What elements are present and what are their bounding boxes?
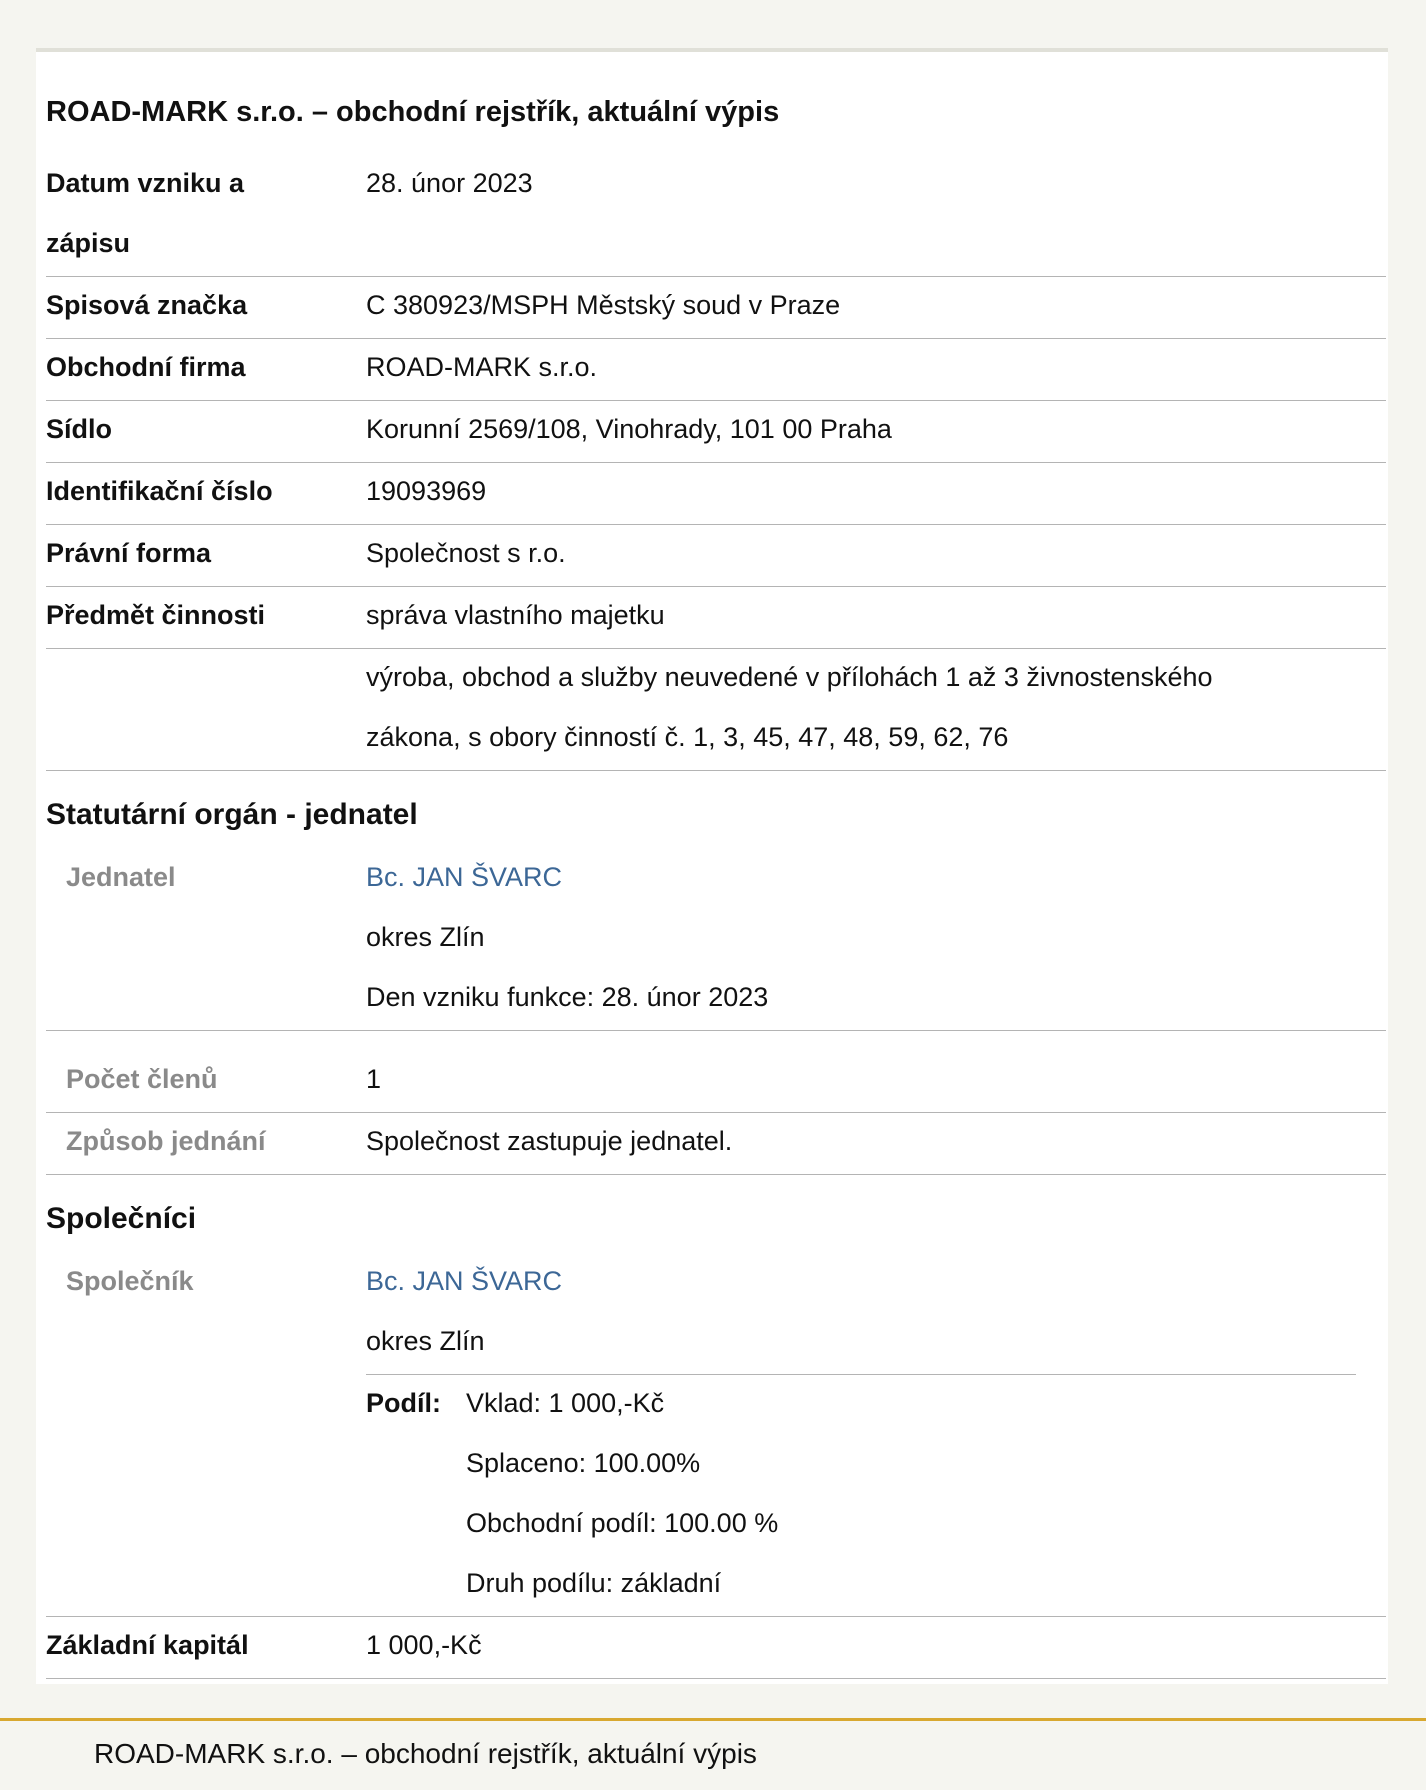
predmet-label: Předmět činnosti (46, 600, 266, 630)
podil-vklad: Vklad: 1 000,-Kč (466, 1388, 665, 1418)
ico-value: 19093969 (366, 476, 487, 506)
spisova-label: Spisová značka (46, 290, 248, 320)
divider (46, 462, 1386, 463)
spolecnik-name-link[interactable]: Bc. JAN ŠVARC (366, 1266, 563, 1296)
divider (46, 338, 1386, 339)
datum-value: 28. únor 2023 (366, 168, 533, 198)
firma-value: ROAD-MARK s.r.o. (366, 352, 598, 382)
spolecnici-heading: Společníci (46, 1202, 197, 1235)
kapital-label: Základní kapitál (46, 1630, 249, 1660)
divider (46, 524, 1386, 525)
datum-label-1: Datum vzniku a (46, 168, 245, 198)
pocet-clenu-label: Počet členů (66, 1064, 218, 1094)
zpusob-jednani-value: Společnost zastupuje jednatel. (366, 1126, 733, 1156)
divider (366, 1374, 1356, 1375)
divider (46, 276, 1386, 277)
footer-title: ROAD-MARK s.r.o. – obchodní rejstřík, aktuální výpis (94, 1738, 757, 1769)
jednatel-okres: okres Zlín (366, 922, 485, 952)
divider (46, 1678, 1386, 1679)
jednatel-name-link[interactable]: Bc. JAN ŠVARC (366, 862, 563, 892)
divider (46, 400, 1386, 401)
predmet-value-1: správa vlastního majetku (366, 600, 665, 630)
divider (46, 1030, 1386, 1031)
spolecnik-label: Společník (66, 1266, 194, 1296)
pocet-clenu-value: 1 (366, 1064, 382, 1094)
page-title: ROAD-MARK s.r.o. – obchodní rejstřík, aktuální výpis (46, 96, 780, 128)
divider (46, 586, 1386, 587)
predmet-value-2a: výroba, obchod a služby neuvedené v přílohách 1 až 3 živnostenského (366, 662, 1213, 692)
spisova-value: C 380923/MSPH Městský soud v Praze (366, 290, 841, 320)
pravni-label: Právní forma (46, 538, 212, 568)
predmet-value-2b: zákona, s obory činností č. 1, 3, 45, 47, 48, 59, 62, 76 (366, 722, 1009, 752)
statutarni-heading: Statutární orgán - jednatel (46, 798, 418, 831)
extract-card (36, 48, 1388, 1684)
ico-label: Identifikační číslo (46, 476, 273, 506)
jednatel-label: Jednatel (66, 862, 176, 892)
kapital-value: 1 000,-Kč (366, 1630, 482, 1660)
datum-label-2: zápisu (46, 228, 131, 258)
divider (46, 1174, 1386, 1175)
divider (46, 1112, 1386, 1113)
podil-label: Podíl: (366, 1388, 441, 1418)
podil-splaceno: Splaceno: 100.00% (466, 1448, 701, 1478)
podil-obchodni: Obchodní podíl: 100.00 % (466, 1508, 779, 1538)
divider (46, 770, 1386, 771)
spolecnik-okres: okres Zlín (366, 1326, 485, 1356)
divider (46, 648, 1386, 649)
sidlo-label: Sídlo (46, 414, 112, 444)
jednatel-den-vzniku: Den vzniku funkce: 28. únor 2023 (366, 982, 769, 1012)
footer-rule (0, 1718, 1426, 1721)
pravni-value: Společnost s r.o. (366, 538, 566, 568)
zpusob-jednani-label: Způsob jednání (66, 1126, 266, 1156)
divider (46, 1616, 1386, 1617)
sidlo-value: Korunní 2569/108, Vinohrady, 101 00 Praha (366, 414, 892, 444)
firma-label: Obchodní firma (46, 352, 246, 382)
podil-druh: Druh podílu: základní (466, 1568, 722, 1598)
